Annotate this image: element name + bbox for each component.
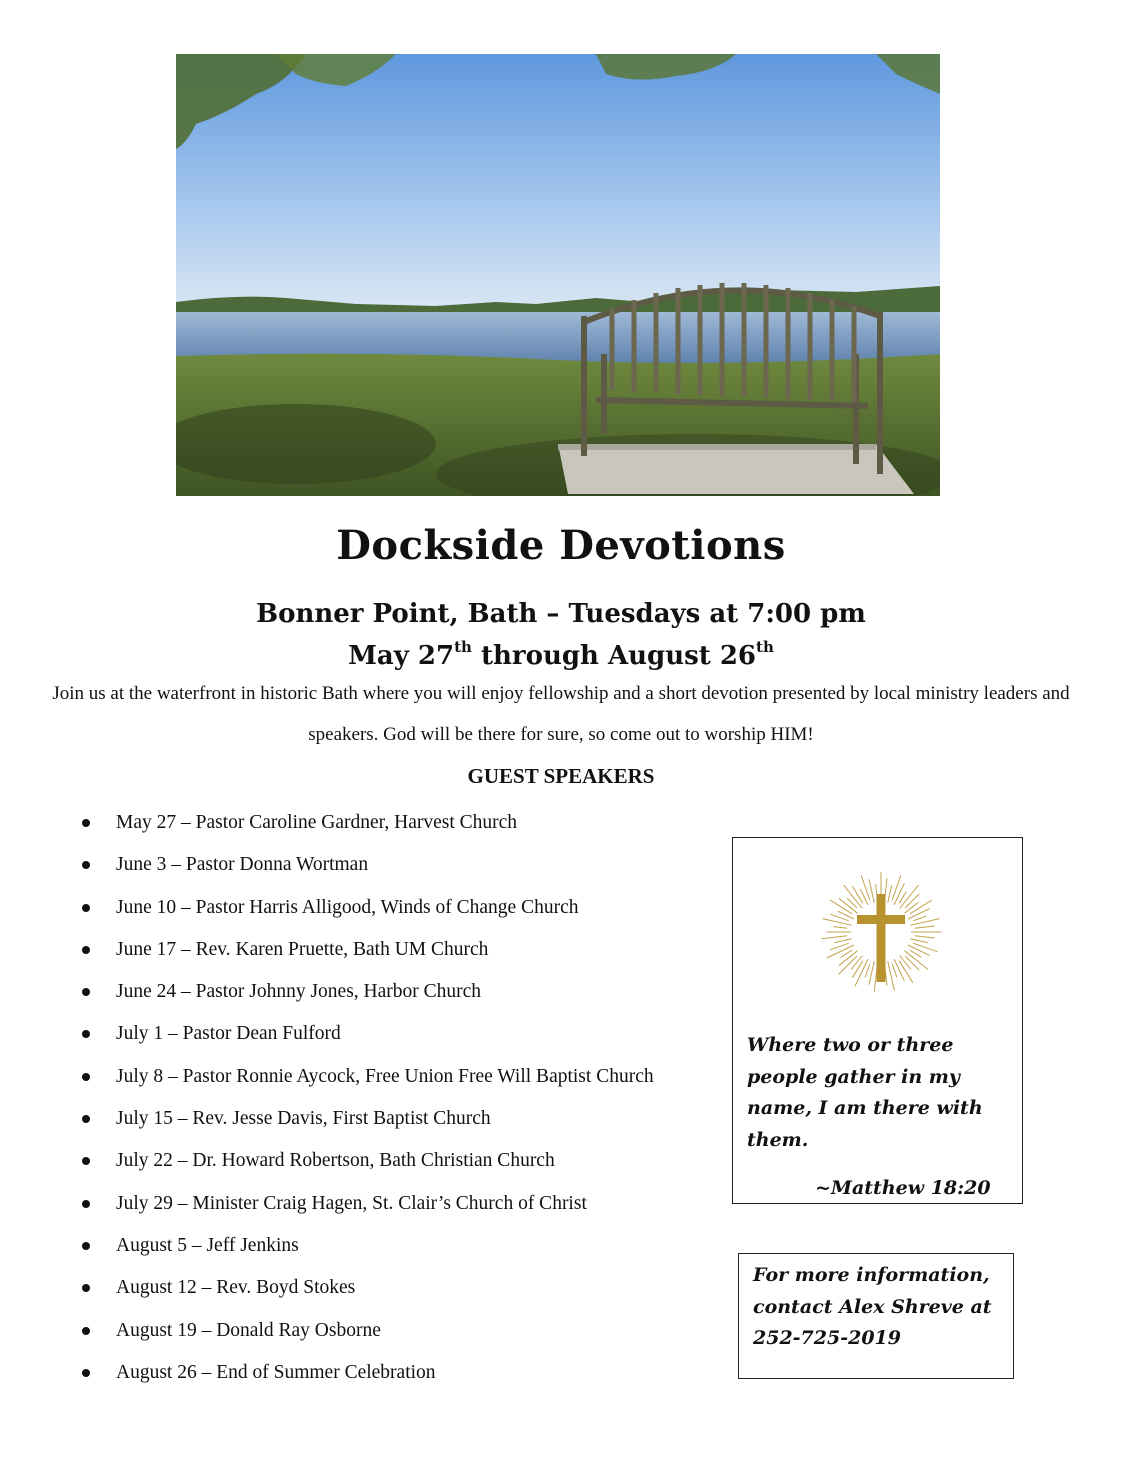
speaker-entry: June 3 – Pastor Donna Wortman [116, 854, 369, 876]
ray-line [913, 943, 938, 952]
ray-line [821, 936, 847, 939]
bullet-icon [82, 1030, 90, 1038]
bullet-icon [82, 1242, 90, 1250]
bullet-icon [82, 1369, 90, 1377]
ray-line [915, 936, 935, 938]
ray-line [888, 885, 892, 903]
verse-reference: ~Matthew 18:20 [815, 1177, 991, 1199]
speaker-entry: July 8 – Pastor Ronnie Aycock, Free Union Free Will Baptist Church [116, 1065, 654, 1087]
speaker-entry: August 26 – End of Summer Celebration [116, 1361, 436, 1383]
speaker-entry: July 15 – Rev. Jesse Davis, First Baptist Church [116, 1108, 491, 1130]
verse-line: Where two or three [747, 1034, 954, 1056]
ray-line [894, 959, 904, 981]
contact-line: For more information, [753, 1264, 990, 1286]
header-photo [176, 54, 940, 496]
intro-paragraph: Join us at the waterfront in historic Bath where you will enjoy fellowship and a short devotion presented by local ministry leaders and speakers. God will be there for sure, so come out to worship HIM! [52, 683, 1070, 745]
ray-line [913, 916, 926, 921]
contact-info [753, 1260, 1008, 1355]
verse-box [732, 837, 1023, 1204]
start-date: May 27 [348, 641, 455, 671]
ray-line [865, 964, 870, 977]
contact-line: contact Alex Shreve at [753, 1295, 992, 1318]
ray-line [834, 939, 852, 943]
location-time: Bonner Point, Bath – Tuesdays at 7:00 pm [256, 599, 866, 629]
bullet-icon [82, 1327, 90, 1335]
speaker-entry: June 17 – Rev. Karen Pruette, Bath UM Church [116, 938, 489, 960]
verse-line: name, I am there with [747, 1097, 983, 1119]
verse-line: them. [747, 1128, 809, 1151]
speaker-entry: July 1 – Pastor Dean Fulford [116, 1023, 341, 1045]
bullet-icon [82, 946, 90, 954]
date-range [0, 636, 1122, 676]
bullet-icon [82, 1200, 90, 1208]
bullet-icon [82, 1115, 90, 1123]
verse-quote [747, 1030, 1012, 1156]
ray-line [905, 956, 919, 970]
bench-by-water-image [176, 54, 940, 496]
bullet-icon [82, 1284, 90, 1292]
guest-speakers-heading: GUEST SPEAKERS [467, 764, 655, 788]
ray-line [915, 926, 935, 928]
bullet-icon [82, 819, 90, 827]
contact-phone: 252-725-2019 [753, 1327, 901, 1349]
cross-icon [819, 870, 943, 994]
ray-line [900, 956, 911, 970]
ray-line [852, 886, 863, 903]
speaker-entry: June 10 – Pastor Harris Alligood, Winds of Change Church [116, 896, 579, 918]
ray-line [908, 945, 930, 955]
ray-line [852, 961, 863, 978]
ray-line [823, 919, 852, 926]
speaker-entry: August 5 – Jeff Jenkins [116, 1234, 299, 1256]
ray-line [910, 939, 928, 943]
ray-line [892, 875, 901, 900]
end-date: August 26 [607, 641, 757, 671]
bullet-icon [82, 1157, 90, 1165]
speaker-entry: June 24 – Pastor Johnny Jones, Harbor Church [116, 981, 482, 1003]
speaker-entry: July 22 – Dr. Howard Robertson, Bath Christian Church [116, 1150, 555, 1172]
speaker-entry: August 19 – Donald Ray Osborne [116, 1319, 381, 1341]
ray-line [833, 927, 847, 929]
bullet-icon [82, 1073, 90, 1081]
verse-line: people gather in my [747, 1065, 960, 1088]
ray-line [851, 956, 862, 970]
end-date-suffix: th [756, 638, 774, 656]
ray-line [861, 875, 870, 900]
speaker-entry: May 27 – Pastor Caroline Gardner, Harvest Church [116, 812, 518, 833]
ray-line [888, 961, 895, 990]
page-title: Dockside Devotions [336, 522, 786, 569]
speaker-entry: August 12 – Rev. Boyd Stokes [116, 1277, 356, 1299]
speaker-entry: July 29 – Minister Craig Hagen, St. Clair’s Church of Christ [116, 1192, 587, 1214]
ray-line [908, 909, 930, 919]
start-date-suffix: th [454, 638, 472, 656]
ray-line [892, 964, 897, 977]
bullet-icon [82, 861, 90, 869]
ray-line [910, 919, 939, 926]
date-through: through [471, 641, 608, 671]
ray-line [894, 883, 904, 905]
ray-line [905, 894, 919, 908]
bullet-icon [82, 988, 90, 996]
contact-box [738, 1253, 1014, 1379]
ray-line [905, 902, 919, 913]
bullet-icon [82, 904, 90, 912]
